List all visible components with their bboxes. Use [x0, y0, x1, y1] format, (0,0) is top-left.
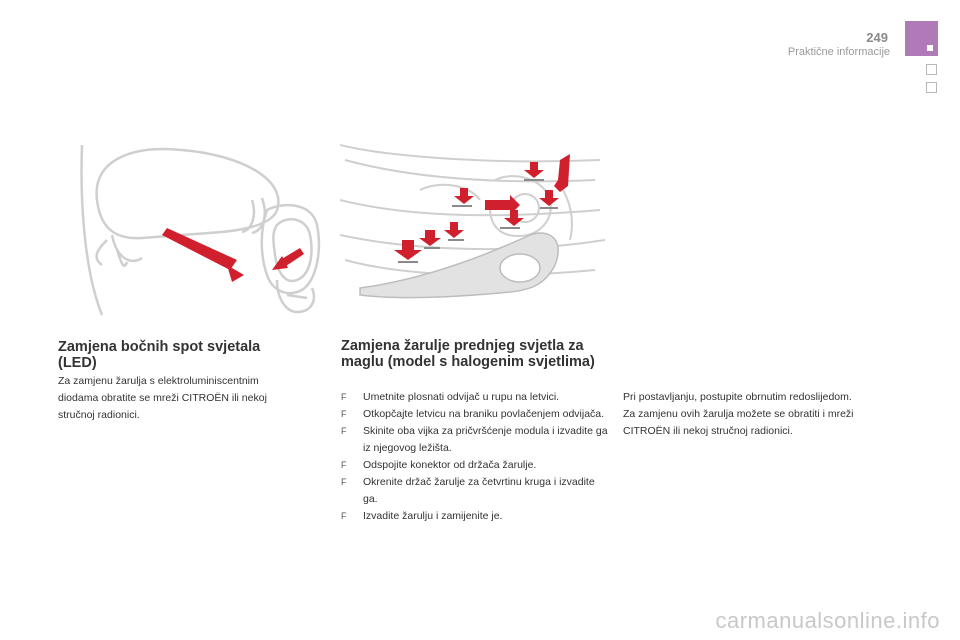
checkbox-bullet-icon: F: [341, 392, 347, 402]
chapter-tab[interactable]: [926, 64, 937, 75]
dealer-note: Za zamjenu ovih žarulja možete se obratiti i mreži CITROËN ili nekoj stručnoj radionici.: [623, 408, 854, 437]
section-title: Praktične informacije: [787, 46, 890, 58]
list-item: [341, 423, 611, 457]
watermark: carmanualsonline.info: [715, 608, 940, 633]
checkbox-bullet-icon: F: [341, 409, 347, 419]
checkbox-bullet-icon: F: [341, 477, 347, 487]
mirror-led-illustration: [72, 140, 322, 320]
checkbox-bullet-icon: F: [341, 460, 347, 470]
step-text: Otkopčajte letvicu na braniku povlačenjem odvijača.: [363, 408, 605, 420]
page-number: 249: [866, 30, 888, 45]
list-item: [341, 389, 611, 406]
list-item: [341, 474, 611, 508]
chapter-tab-active[interactable]: [905, 21, 938, 56]
checkbox-bullet-icon: F: [341, 511, 347, 521]
reassembly-note: Pri postavljanju, postupite obrnutim redoslijedom.: [623, 391, 852, 403]
step-text: Izvadite žarulju i zamijenite je.: [363, 510, 503, 522]
step-text: Odspojite konektor od držača žarulje.: [363, 459, 537, 471]
step-text: Okrenite držač žarulje za četvrtinu kruga i izvadite ga.: [363, 476, 595, 505]
list-item: [341, 508, 611, 525]
list-item: [341, 457, 611, 474]
instruction-list: [341, 389, 611, 525]
chapter-tab[interactable]: [926, 82, 937, 93]
left-body: Za zamjenu žarulja s elektroluminiscentnim diodama obratite se mreži CITROËN ili nekoj stručnoj radionici.: [58, 375, 267, 421]
left-heading: Zamjena bočnih spot svjetala (LED): [58, 339, 261, 371]
step-text: Skinite oba vijka za pričvršćenje modula i izvadite ga iz njegovog ležišta.: [363, 425, 608, 454]
checkbox-bullet-icon: F: [341, 426, 347, 436]
fog-light-illustration: [340, 140, 605, 305]
right-body: [623, 389, 873, 440]
tab-marker: [927, 45, 933, 51]
middle-heading: Zamjena žarulje prednjeg svjetla za maglu (model s halogenim svjetlima): [341, 338, 595, 370]
list-item: [341, 406, 611, 423]
step-text: Umetnite plosnati odvijač u rupu na letvici.: [363, 391, 560, 403]
